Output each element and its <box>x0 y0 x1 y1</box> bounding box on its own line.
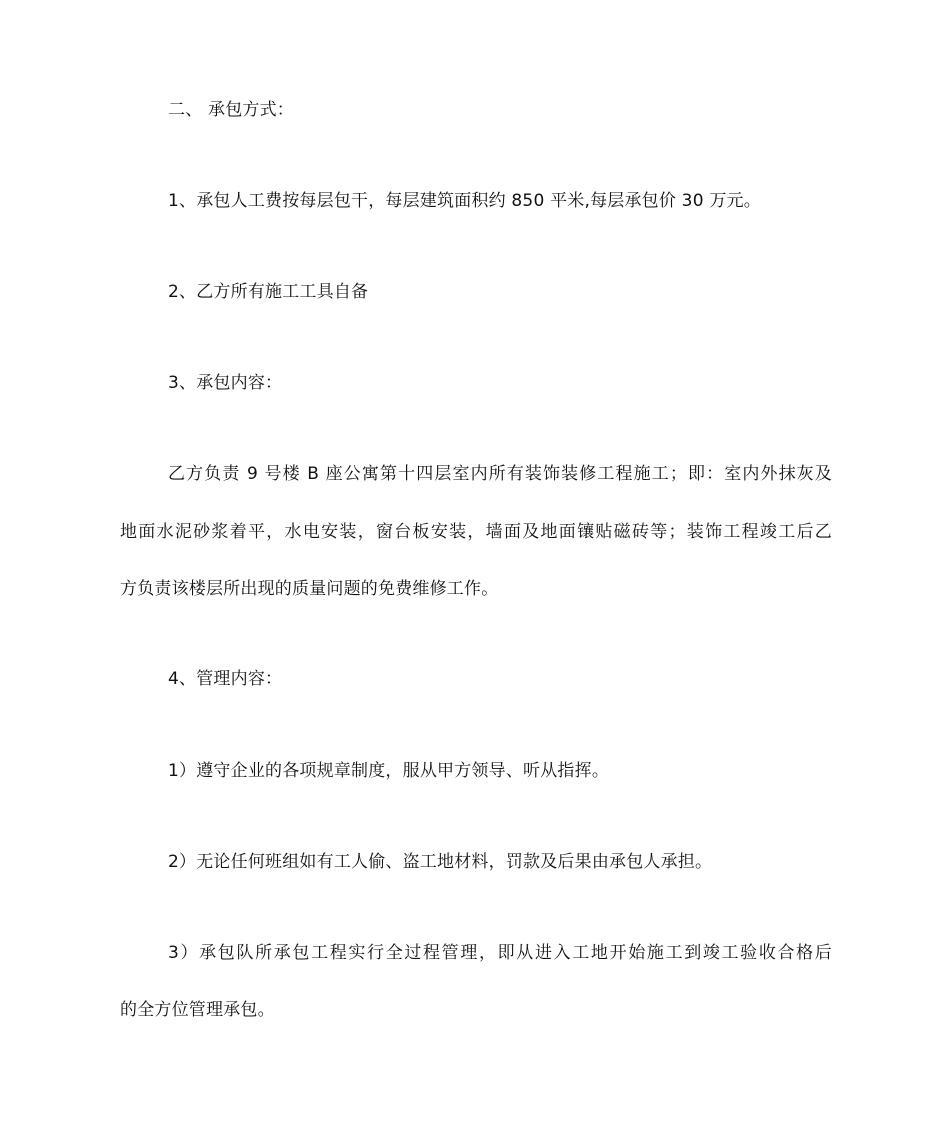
management-item-3-line-1: 3）承包队所承包工程实行全过程管理，即从进入工地开始施工到竣工验收合格后 <box>168 943 832 963</box>
management-item-3-line-2: 的全方位管理承包。 <box>120 1000 275 1020</box>
paragraph-item-4-heading: 4、管理内容： <box>168 669 283 689</box>
section-heading: 二、 承包方式： <box>168 100 295 120</box>
paragraph-item-3-heading: 3、承包内容： <box>168 373 283 393</box>
content-paragraph-line-2: 地面水泥砂浆着平，水电安装，窗台板安装，墙面及地面镶贴磁砖等；装饰工程竣工后乙 <box>120 522 832 542</box>
management-item-2: 2）无论任何班组如有工人偷、盗工地材料，罚款及后果由承包人承担。 <box>168 852 713 872</box>
content-paragraph-line-3: 方负责该楼层所出现的质量问题的免费维修工作。 <box>120 579 499 599</box>
content-paragraph-line-1: 乙方负责 9 号楼 B 座公寓第十四层室内所有装饰装修工程施工；即：室内外抹灰及 <box>168 464 832 484</box>
paragraph-item-2: 2、乙方所有施工工具自备 <box>168 282 369 302</box>
paragraph-item-1: 1、承包人工费按每层包干，每层建筑面积约 850 平米,每层承包价 30 万元。 <box>168 191 761 211</box>
management-item-1: 1）遵守企业的各项规章制度，服从甲方领导、听从指挥。 <box>168 761 610 781</box>
